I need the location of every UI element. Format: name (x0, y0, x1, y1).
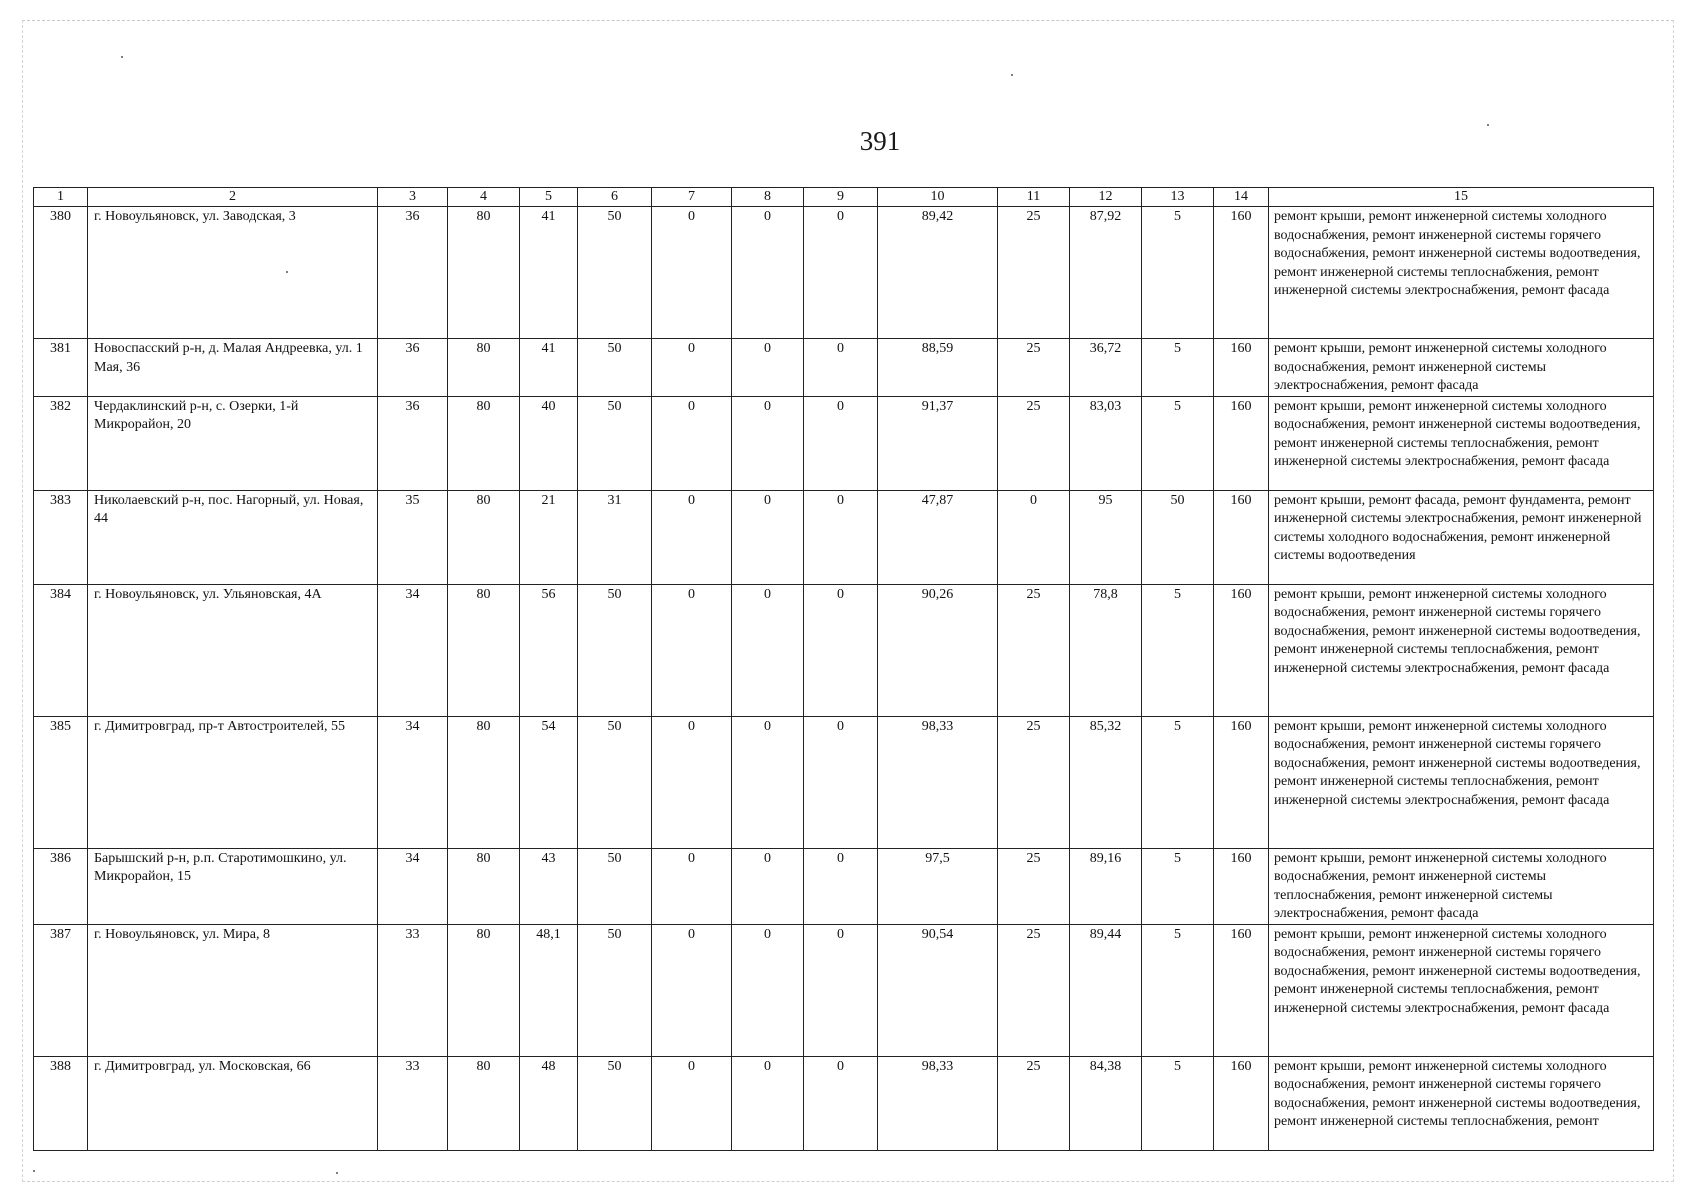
cell-col-8: 0 (732, 1056, 804, 1150)
cell-col-11: 25 (998, 1056, 1070, 1150)
cell-col-12: 95 (1070, 490, 1142, 584)
cell-col-4: 80 (448, 396, 520, 490)
row-number: 380 (34, 207, 88, 339)
cell-col-12: 89,44 (1070, 924, 1142, 1056)
cell-col-6: 50 (578, 716, 652, 848)
table-row (34, 207, 1654, 339)
column-header-11: 11 (998, 188, 1070, 207)
cell-col-11: 25 (998, 848, 1070, 924)
table-row (34, 339, 1654, 397)
cell-col-13: 5 (1142, 1056, 1214, 1150)
cell-col-3: 36 (378, 207, 448, 339)
table-row (34, 924, 1654, 1056)
address-cell: г. Новоульяновск, ул. Мира, 8 (88, 924, 378, 1056)
cell-col-13: 50 (1142, 490, 1214, 584)
cell-col-5: 41 (520, 339, 578, 397)
cell-col-9: 0 (804, 490, 878, 584)
column-header-1: 1 (34, 188, 88, 207)
header-row (34, 188, 1654, 207)
cell-col-8: 0 (732, 490, 804, 584)
address-cell: Чердаклинский р-н, с. Озерки, 1-й Микрорайон, 20 (88, 396, 378, 490)
column-header-15: 15 (1269, 188, 1654, 207)
cell-col-3: 36 (378, 396, 448, 490)
address-cell: г. Димитровград, пр-т Автостроителей, 55 (88, 716, 378, 848)
cell-col-14: 160 (1214, 924, 1269, 1056)
address-cell: Барышский р-н, р.п. Старотимошкино, ул. Микрорайон, 15 (88, 848, 378, 924)
cell-col-8: 0 (732, 924, 804, 1056)
cell-col-9: 0 (804, 1056, 878, 1150)
works-cell: ремонт крыши, ремонт инженерной системы холодного водоснабжения, ремонт инженерной системы горячего водоснабжения, ремонт инженерной системы водоотведения, ремонт инженерной системы теплоснабжения, ремонт (1269, 1056, 1654, 1150)
column-header-12: 12 (1070, 188, 1142, 207)
row-number: 387 (34, 924, 88, 1056)
scan-speck (1487, 124, 1489, 126)
cell-col-9: 0 (804, 396, 878, 490)
cell-col-13: 5 (1142, 339, 1214, 397)
cell-col-5: 40 (520, 396, 578, 490)
cell-col-11: 25 (998, 396, 1070, 490)
cell-col-10: 89,42 (878, 207, 998, 339)
cell-col-12: 89,16 (1070, 848, 1142, 924)
cell-col-13: 5 (1142, 207, 1214, 339)
table-row (34, 396, 1654, 490)
cell-col-14: 160 (1214, 490, 1269, 584)
cell-col-9: 0 (804, 848, 878, 924)
works-cell: ремонт крыши, ремонт инженерной системы холодного водоснабжения, ремонт инженерной системы горячего водоснабжения, ремонт инженерной системы водоотведения, ремонт инженерной системы теплоснабжения, ремонт инженерной системы электроснабжения, ремонт фасада (1269, 584, 1654, 716)
cell-col-9: 0 (804, 207, 878, 339)
cell-col-7: 0 (652, 339, 732, 397)
cell-col-10: 98,33 (878, 1056, 998, 1150)
scan-speck (286, 271, 288, 273)
column-header-13: 13 (1142, 188, 1214, 207)
cell-col-12: 36,72 (1070, 339, 1142, 397)
cell-col-12: 78,8 (1070, 584, 1142, 716)
cell-col-10: 90,54 (878, 924, 998, 1056)
cell-col-6: 50 (578, 924, 652, 1056)
cell-col-11: 25 (998, 207, 1070, 339)
table-row (34, 490, 1654, 584)
cell-col-9: 0 (804, 924, 878, 1056)
column-header-5: 5 (520, 188, 578, 207)
cell-col-6: 50 (578, 1056, 652, 1150)
column-header-14: 14 (1214, 188, 1269, 207)
cell-col-7: 0 (652, 584, 732, 716)
cell-col-4: 80 (448, 924, 520, 1056)
cell-col-10: 91,37 (878, 396, 998, 490)
cell-col-7: 0 (652, 716, 732, 848)
scan-speck (121, 56, 123, 58)
cell-col-8: 0 (732, 396, 804, 490)
cell-col-14: 160 (1214, 584, 1269, 716)
cell-col-3: 34 (378, 584, 448, 716)
cell-col-11: 25 (998, 339, 1070, 397)
cell-col-8: 0 (732, 339, 804, 397)
column-header-4: 4 (448, 188, 520, 207)
cell-col-14: 160 (1214, 339, 1269, 397)
table-row (34, 716, 1654, 848)
cell-col-3: 35 (378, 490, 448, 584)
cell-col-13: 5 (1142, 396, 1214, 490)
cell-col-6: 50 (578, 584, 652, 716)
row-number: 383 (34, 490, 88, 584)
cell-col-14: 160 (1214, 1056, 1269, 1150)
cell-col-6: 50 (578, 848, 652, 924)
address-cell: Николаевский р-н, пос. Нагорный, ул. Новая, 44 (88, 490, 378, 584)
cell-col-4: 80 (448, 207, 520, 339)
cell-col-10: 97,5 (878, 848, 998, 924)
column-header-7: 7 (652, 188, 732, 207)
cell-col-7: 0 (652, 1056, 732, 1150)
cell-col-6: 50 (578, 396, 652, 490)
row-number: 386 (34, 848, 88, 924)
works-cell: ремонт крыши, ремонт инженерной системы холодного водоснабжения, ремонт инженерной системы теплоснабжения, ремонт инженерной системы электроснабжения, ремонт фасада (1269, 848, 1654, 924)
address-cell: Новоспасский р-н, д. Малая Андреевка, ул. 1 Мая, 36 (88, 339, 378, 397)
cell-col-7: 0 (652, 848, 732, 924)
cell-col-14: 160 (1214, 716, 1269, 848)
column-header-6: 6 (578, 188, 652, 207)
cell-col-10: 90,26 (878, 584, 998, 716)
row-number: 384 (34, 584, 88, 716)
works-cell: ремонт крыши, ремонт инженерной системы холодного водоснабжения, ремонт инженерной системы горячего водоснабжения, ремонт инженерной системы водоотведения, ремонт инженерной системы теплоснабжения, ремонт инженерной системы электроснабжения, ремонт фасада (1269, 716, 1654, 848)
works-cell: ремонт крыши, ремонт инженерной системы холодного водоснабжения, ремонт инженерной системы горячего водоснабжения, ремонт инженерной системы водоотведения, ремонт инженерной системы теплоснабжения, ремонт инженерной системы электроснабжения, ремонт фасада (1269, 924, 1654, 1056)
cell-col-7: 0 (652, 924, 732, 1056)
cell-col-5: 56 (520, 584, 578, 716)
address-cell: г. Новоульяновск, ул. Ульяновская, 4А (88, 584, 378, 716)
cell-col-12: 84,38 (1070, 1056, 1142, 1150)
cell-col-11: 25 (998, 584, 1070, 716)
cell-col-4: 80 (448, 584, 520, 716)
cell-col-5: 48,1 (520, 924, 578, 1056)
row-number: 385 (34, 716, 88, 848)
column-header-2: 2 (88, 188, 378, 207)
cell-col-4: 80 (448, 716, 520, 848)
cell-col-5: 48 (520, 1056, 578, 1150)
cell-col-4: 80 (448, 1056, 520, 1150)
registry-table (33, 187, 1654, 1151)
cell-col-14: 160 (1214, 207, 1269, 339)
cell-col-7: 0 (652, 490, 732, 584)
cell-col-5: 41 (520, 207, 578, 339)
scan-speck (33, 1170, 35, 1172)
cell-col-8: 0 (732, 584, 804, 716)
cell-col-14: 160 (1214, 396, 1269, 490)
column-header-3: 3 (378, 188, 448, 207)
cell-col-12: 83,03 (1070, 396, 1142, 490)
cell-col-4: 80 (448, 339, 520, 397)
cell-col-3: 33 (378, 1056, 448, 1150)
works-cell: ремонт крыши, ремонт инженерной системы холодного водоснабжения, ремонт инженерной системы горячего водоснабжения, ремонт инженерной системы водоотведения, ремонт инженерной системы теплоснабжения, ремонт инженерной системы электроснабжения, ремонт фасада (1269, 207, 1654, 339)
cell-col-3: 36 (378, 339, 448, 397)
cell-col-13: 5 (1142, 716, 1214, 848)
cell-col-6: 31 (578, 490, 652, 584)
cell-col-8: 0 (732, 716, 804, 848)
cell-col-12: 85,32 (1070, 716, 1142, 848)
cell-col-11: 25 (998, 924, 1070, 1056)
scan-speck (336, 1172, 338, 1174)
cell-col-4: 80 (448, 848, 520, 924)
table-row (34, 584, 1654, 716)
works-cell: ремонт крыши, ремонт фасада, ремонт фундамента, ремонт инженерной системы электроснабжения, ремонт инженерной системы холодного водоснабжения, ремонт инженерной системы водоотведения (1269, 490, 1654, 584)
cell-col-4: 80 (448, 490, 520, 584)
cell-col-12: 87,92 (1070, 207, 1142, 339)
cell-col-13: 5 (1142, 924, 1214, 1056)
row-number: 382 (34, 396, 88, 490)
cell-col-11: 25 (998, 716, 1070, 848)
cell-col-3: 34 (378, 716, 448, 848)
table-row (34, 848, 1654, 924)
cell-col-9: 0 (804, 716, 878, 848)
works-cell: ремонт крыши, ремонт инженерной системы холодного водоснабжения, ремонт инженерной системы водоотведения, ремонт инженерной системы теплоснабжения, ремонт инженерной системы электроснабжения, ремонт фасада (1269, 396, 1654, 490)
column-header-9: 9 (804, 188, 878, 207)
cell-col-13: 5 (1142, 848, 1214, 924)
cell-col-14: 160 (1214, 848, 1269, 924)
cell-col-7: 0 (652, 207, 732, 339)
cell-col-10: 47,87 (878, 490, 998, 584)
cell-col-5: 54 (520, 716, 578, 848)
cell-col-5: 21 (520, 490, 578, 584)
cell-col-3: 33 (378, 924, 448, 1056)
cell-col-10: 88,59 (878, 339, 998, 397)
works-cell: ремонт крыши, ремонт инженерной системы холодного водоснабжения, ремонт инженерной системы электроснабжения, ремонт фасада (1269, 339, 1654, 397)
column-header-8: 8 (732, 188, 804, 207)
cell-col-8: 0 (732, 848, 804, 924)
cell-col-5: 43 (520, 848, 578, 924)
row-number: 388 (34, 1056, 88, 1150)
address-cell: г. Димитровград, ул. Московская, 66 (88, 1056, 378, 1150)
cell-col-13: 5 (1142, 584, 1214, 716)
cell-col-11: 0 (998, 490, 1070, 584)
cell-col-9: 0 (804, 339, 878, 397)
cell-col-7: 0 (652, 396, 732, 490)
address-cell: г. Новоульяновск, ул. Заводская, 3 (88, 207, 378, 339)
scan-speck (1011, 74, 1013, 76)
cell-col-10: 98,33 (878, 716, 998, 848)
cell-col-6: 50 (578, 339, 652, 397)
page-number: 391 (859, 126, 901, 156)
cell-col-9: 0 (804, 584, 878, 716)
row-number: 381 (34, 339, 88, 397)
table-row (34, 1056, 1654, 1150)
cell-col-6: 50 (578, 207, 652, 339)
column-header-10: 10 (878, 188, 998, 207)
cell-col-8: 0 (732, 207, 804, 339)
cell-col-3: 34 (378, 848, 448, 924)
